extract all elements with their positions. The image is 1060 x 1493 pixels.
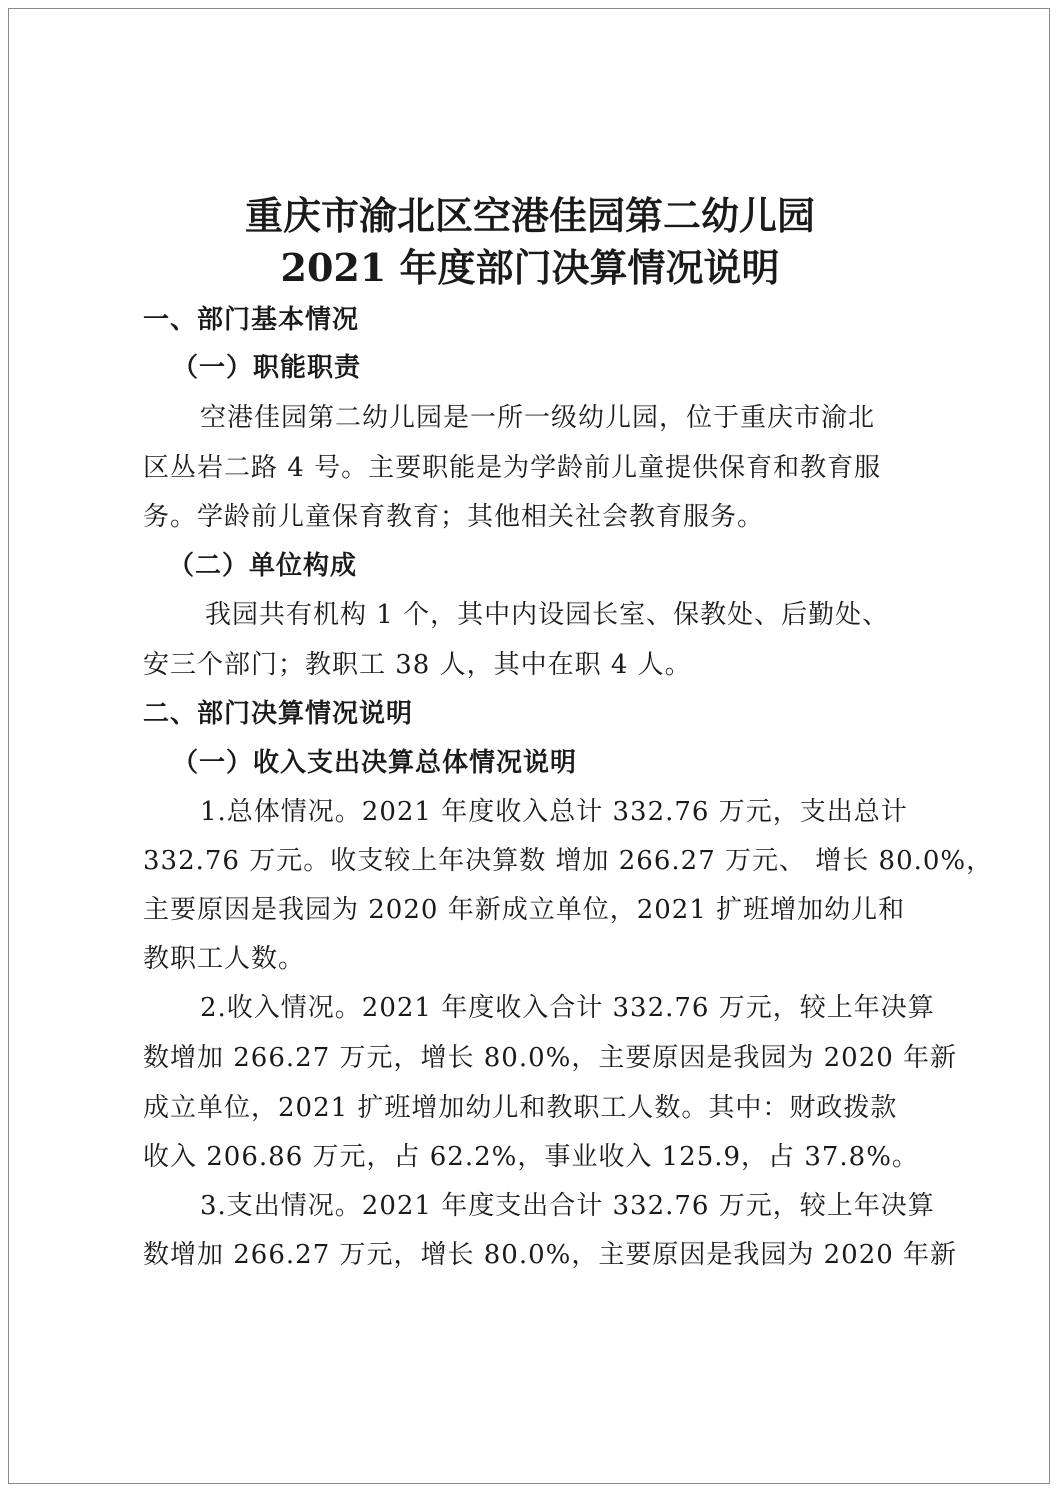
paragraph-line: 安三个部门；教职工 38 人，其中在职 4 人。 <box>143 650 692 680</box>
paragraph-line: 数增加 266.27 万元，增长 80.0%，主要原因是我园为 2020 年新 <box>143 1240 958 1270</box>
paragraph-line: 2.收入情况。2021 年度收入合计 332.76 万元，较上年决算 <box>200 993 935 1023</box>
document-title-line-1: 重庆市渝北区空港佳园第二幼儿园 <box>244 193 815 238</box>
paragraph-line: 3.支出情况。2021 年度支出合计 332.76 万元，较上年决算 <box>200 1191 935 1221</box>
paragraph-line: 332.76 万元。收支较上年决算数 增加 266.27 万元、 增长 80.0%， <box>143 846 994 876</box>
paragraph-line: 空港佳园第二幼儿园是一所一级幼儿园，位于重庆市渝北 <box>200 403 876 433</box>
paragraph-line: 主要原因是我园为 2020 年新成立单位，2021 扩班增加幼儿和 <box>143 895 906 925</box>
subsection-heading-structure: （二）单位构成 <box>168 551 358 581</box>
paragraph-line: 区丛岩二路 4 号。主要职能是为学龄前儿童提供保育和教育服 <box>143 453 882 483</box>
subsection-heading-income-expense: （一）收入支出决算总体情况说明 <box>172 748 578 778</box>
paragraph-line: 收入 206.86 万元，占 62.2%，事业收入 125.9，占 37.8%。 <box>143 1142 919 1172</box>
paragraph-line: 我园共有机构 1 个，其中内设园长室、保教处、后勤处、 <box>205 600 890 630</box>
paragraph-line: 数增加 266.27 万元，增长 80.0%，主要原因是我园为 2020 年新 <box>143 1043 958 1073</box>
section-heading-basic-info: 一、部门基本情况 <box>143 305 360 335</box>
section-heading-final-accounts: 二、部门决算情况说明 <box>143 699 414 729</box>
paragraph-line: 1.总体情况。2021 年度收入总计 332.76 万元，支出总计 <box>200 797 908 827</box>
document-title-line-2: 2021 年度部门决算情况说明 <box>280 245 780 290</box>
paragraph-line: 成立单位，2021 扩班增加幼儿和教职工人数。其中：财政拨款 <box>143 1093 898 1123</box>
subsection-heading-duties: （一）职能职责 <box>172 353 362 383</box>
paragraph-line: 教职工人数。 <box>143 944 306 974</box>
paragraph-line: 务。学龄前儿童保育教育；其他相关社会教育服务。 <box>143 502 765 532</box>
